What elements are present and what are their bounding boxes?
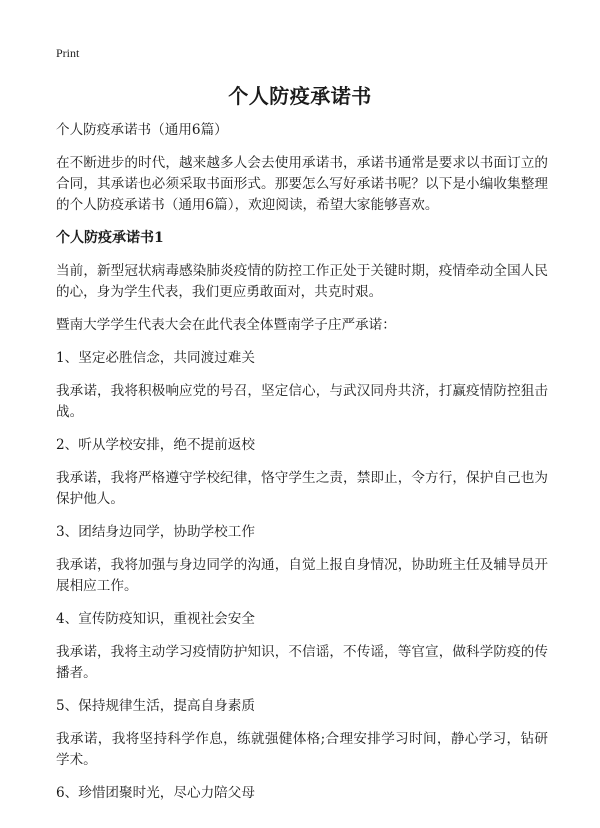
section-paragraph-1: 当前，新型冠状病毒感染肺炎疫情的防控工作正处于关键时期，疫情牵动全国人民的心，身为学生代表，我们更应勇敢面对，共克时艰。 [56, 263, 548, 300]
item-body-1: 我承诺，我将积极响应党的号召，坚定信心，与武汉同舟共济，打赢疫情防控狙击战。 [56, 383, 548, 420]
item-body-3: 我承诺，我将加强与身边同学的沟通，自觉上报自身情况，协助班主任及辅导员开展相应工作。 [56, 557, 548, 594]
item-heading-3: 3、团结身边同学，协助学校工作 [56, 524, 255, 540]
intro-paragraph: 在不断进步的时代，越来越多人会去使用承诺书，承诺书通常是要求以书面订立的合同，其承诺也必须采取书面形式。那要怎么写好承诺书呢？以下是小编收集整理的个人防疫承诺书（通用6篇），欢迎阅读，希望大家能够喜欢。 [56, 155, 548, 213]
item-heading-2: 2、听从学校安排，绝不提前返校 [56, 437, 255, 453]
item-heading-1: 1、坚定必胜信念，共同渡过难关 [56, 350, 255, 366]
print-label[interactable]: Print [56, 46, 80, 60]
section-heading: 个人防疫承诺书1 [56, 230, 164, 246]
section-paragraph-2: 暨南大学学生代表大会在此代表全体暨南学子庄严承诺： [56, 317, 396, 333]
item-heading-5: 5、保持规律生活，提高自身素质 [56, 698, 255, 714]
item-heading-6: 6、珍惜团聚时光，尽心力陪父母 [56, 785, 255, 801]
item-body-5: 我承诺，我将坚持科学作息，练就强健体格;合理安排学习时间，静心学习，钻研学术。 [56, 731, 548, 768]
item-heading-4: 4、宣传防疫知识，重视社会安全 [56, 611, 255, 627]
item-body-4: 我承诺，我将主动学习疫情防护知识，不信谣，不传谣，等官宣，做科学防疫的传播者。 [56, 644, 548, 681]
item-body-2: 我承诺，我将严格遵守学校纪律，恪守学生之责，禁即止，令方行，保护自己也为保护他人。 [56, 470, 548, 507]
document-subtitle: 个人防疫承诺书（通用6篇） [56, 122, 228, 138]
document-body [56, 120, 548, 816]
document-title: 个人防疫承诺书 [228, 84, 372, 108]
